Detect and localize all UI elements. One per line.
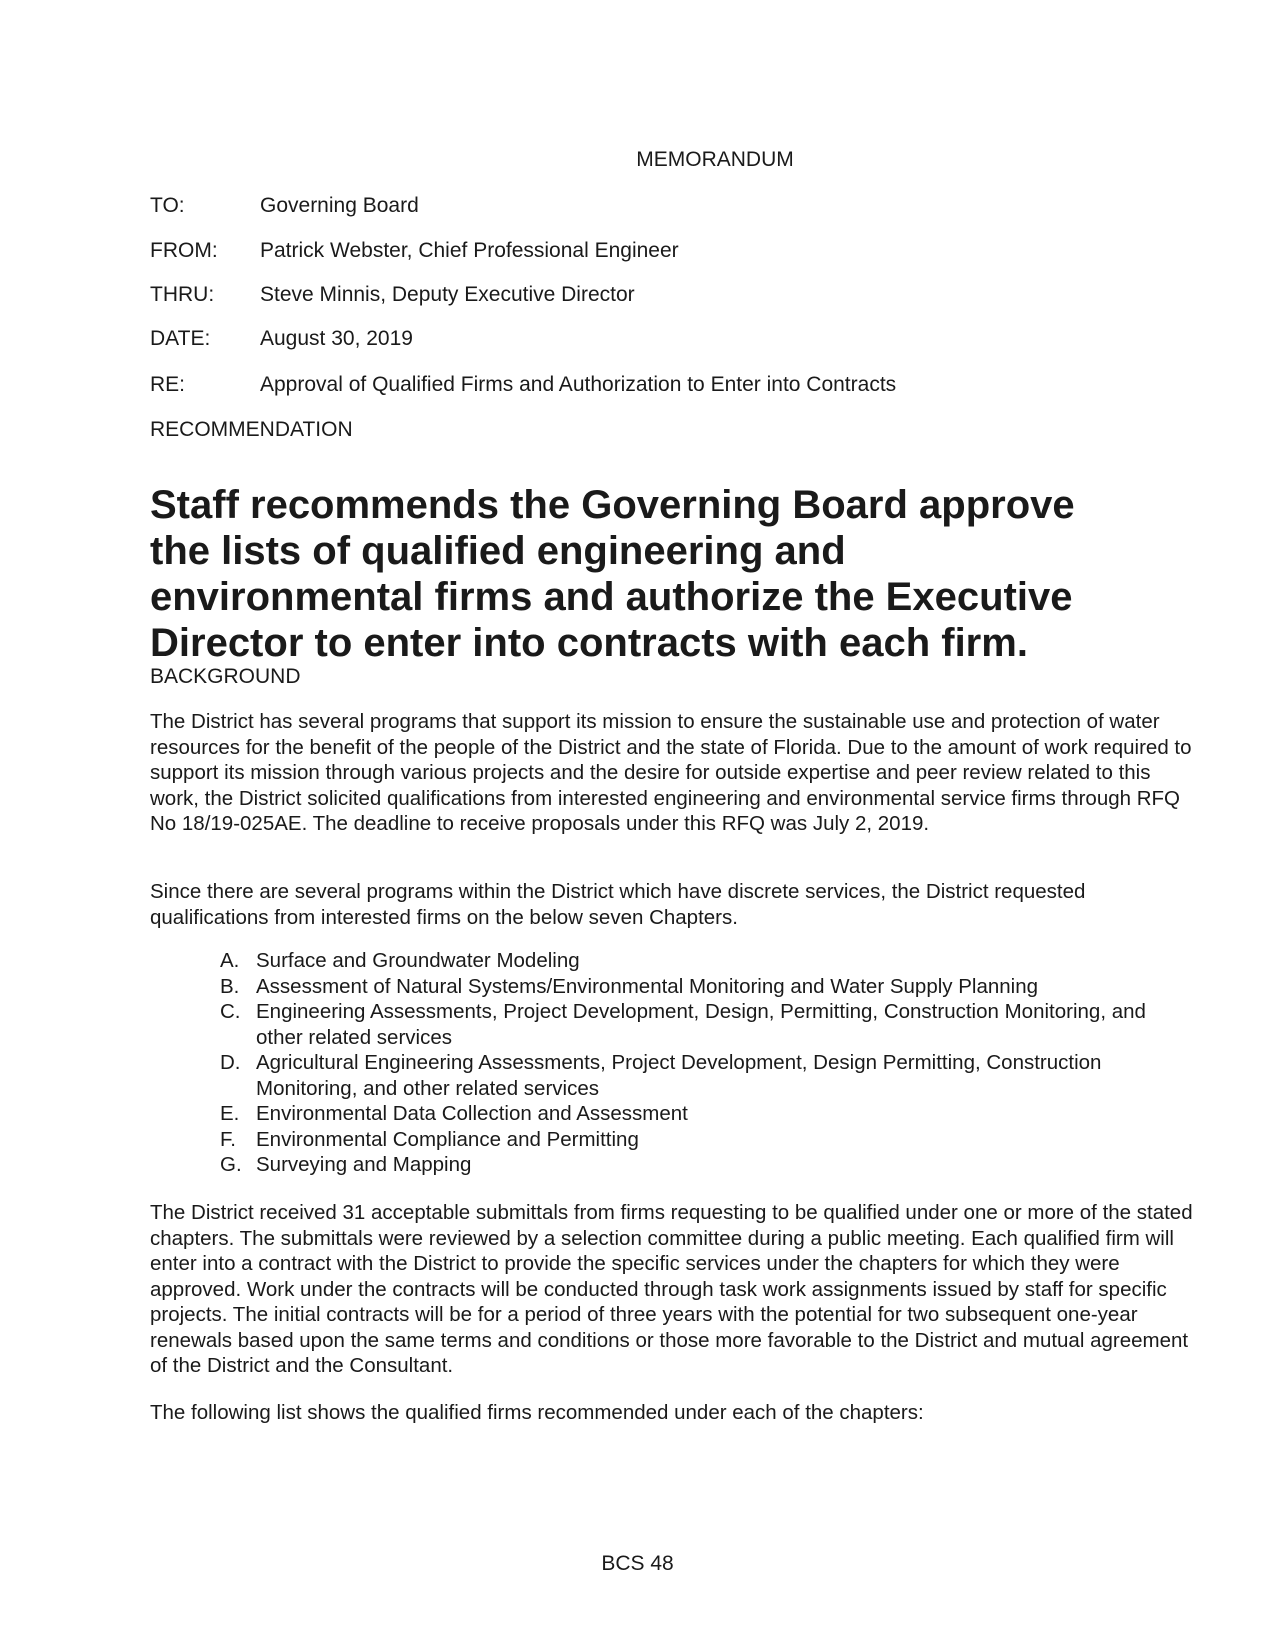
header-label: FROM: [150, 239, 218, 262]
list-text: Engineering Assessments, Project Development, Design, Permitting, Construction Monitoring, and other related services [256, 1000, 1146, 1049]
background-heading: BACKGROUND [150, 665, 301, 688]
page-number: BCS 48 [601, 1552, 674, 1575]
header-to [150, 194, 419, 218]
chapter-list [220, 948, 1160, 1178]
header-value: Governing Board [260, 194, 419, 217]
header-value: Patrick Webster, Chief Professional Engineer [260, 239, 679, 262]
header-label: DATE: [150, 327, 211, 350]
list-letter: B. [220, 974, 240, 998]
list-text: Environmental Data Collection and Assessment [256, 1102, 688, 1125]
memo-title: MEMORANDUM [636, 148, 794, 171]
list-item [220, 974, 1160, 1000]
recommendation-text: Staff recommends the Governing Board approve the lists of qualified engineering and environmental firms and authorize the Executive Director to enter into contracts with each firm. [150, 483, 1075, 665]
header-label: RE: [150, 373, 186, 396]
list-letter: C. [220, 1000, 241, 1023]
list-item [220, 999, 1160, 1050]
header-label: THRU: [150, 283, 215, 306]
header-label: TO: [150, 194, 185, 217]
list-item [220, 1050, 1160, 1101]
list-text: Agricultural Engineering Assessments, Project Development, Design Permitting, Construction Monitoring, and other related services [256, 1051, 1102, 1100]
header-date [150, 327, 413, 351]
header-value: Approval of Qualified Firms and Authorization to Enter into Contracts [260, 373, 897, 396]
list-letter: E. [220, 1102, 240, 1125]
list-letter: D. [220, 1051, 241, 1074]
background-paragraph-2: Since there are several programs within the District which have discrete services, the District requested qualifications from interested firms on the below seven Chapters. [150, 880, 1086, 929]
background-paragraph-4: The following list shows the qualified firms recommended under each of the chapters: [150, 1401, 924, 1424]
header-value: August 30, 2019 [260, 327, 413, 350]
list-text: Surface and Groundwater Modeling [256, 949, 580, 972]
header-from [150, 239, 679, 263]
list-text: Surveying and Mapping [256, 1153, 472, 1176]
list-letter: A. [220, 949, 240, 972]
list-item [220, 1101, 1160, 1127]
list-text: Assessment of Natural Systems/Environmental Monitoring and Water Supply Planning [256, 974, 1039, 998]
list-letter: G. [220, 1153, 242, 1176]
list-item [220, 1152, 1160, 1178]
recommendation-heading: RECOMMENDATION [150, 418, 353, 441]
list-text: Environmental Compliance and Permitting [256, 1127, 639, 1151]
list-item [220, 1127, 1160, 1153]
background-paragraph-1: The District has several programs that support its mission to ensure the sustainable use and protection of water resources for the benefit of the people of the District and the state of Florida. Due to the amount of work required to support its mission through various projects and the desire for outside expertise and peer review related to this work, the District solicited qualifications from interested engineering and environmental service firms through RFQ No 18/19-025AE. The deadline to receive proposals under this RFQ was July 2, 2019. [150, 710, 1192, 835]
list-letter: F. [220, 1127, 236, 1151]
header-thru [150, 283, 635, 307]
list-item [220, 948, 1160, 974]
header-re [150, 373, 896, 397]
header-value: Steve Minnis, Deputy Executive Director [260, 283, 635, 306]
background-paragraph-3: The District received 31 acceptable submittals from firms requesting to be qualified under one or more of the stated chapters. The submittals were reviewed by a selection committee during a public meeting. Each qualified firm will enter into a contract with the District to provide the specific services under the chapters for which they were approved. Work under the contracts will be conducted through task work assignments issued by staff for specific projects. The initial contracts will be for a period of three years with the potential for two subsequent one-year renewals based upon the same terms and conditions or those more favorable to the District and mutual agreement of the District and the Consultant. [150, 1201, 1193, 1377]
